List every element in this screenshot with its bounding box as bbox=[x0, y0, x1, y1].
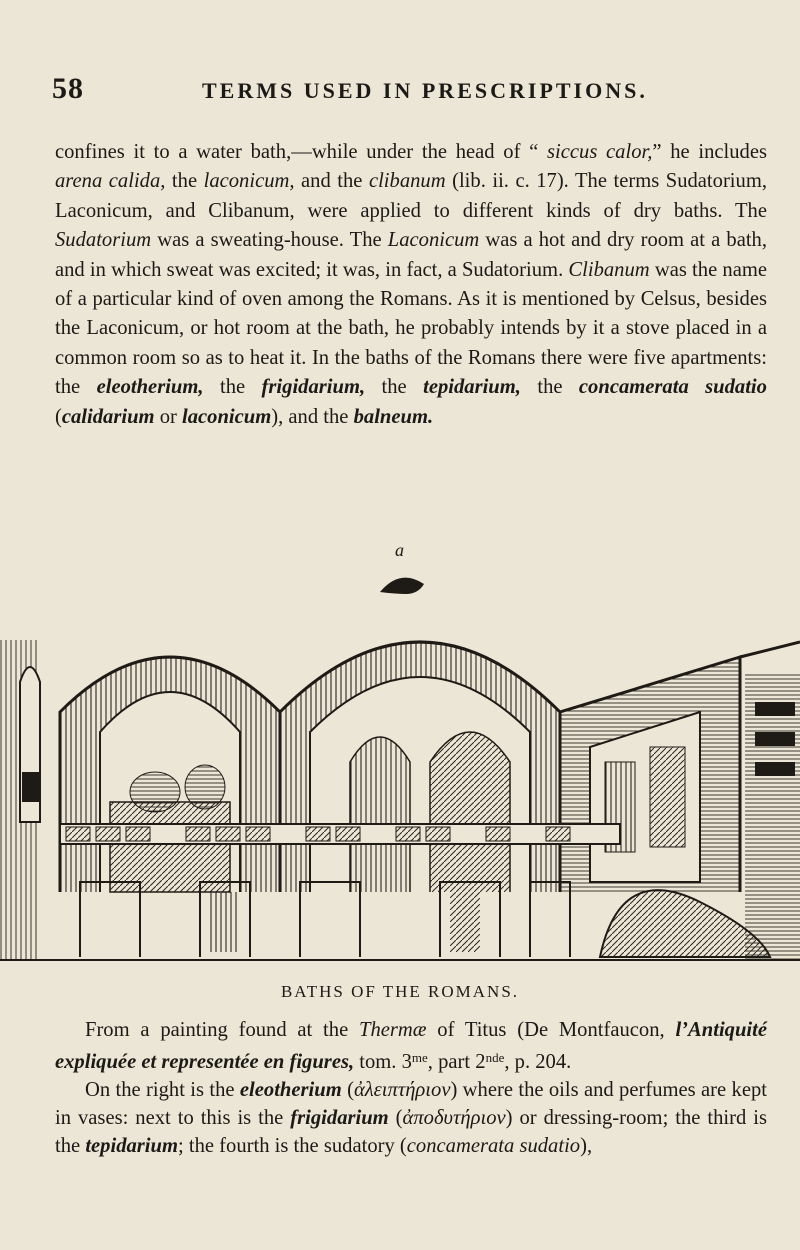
greek-term: ἀλειπτήριον bbox=[353, 1079, 451, 1101]
source-paragraph bbox=[55, 1016, 767, 1076]
text-run: or bbox=[154, 405, 182, 428]
text-run: ) where the oils and perfumes are kept in vases: next to this is the bbox=[55, 1079, 767, 1129]
greek-term: ἀποδυτήριον bbox=[402, 1107, 506, 1129]
text-run: On the right is the bbox=[85, 1079, 240, 1101]
description-paragraph bbox=[55, 1076, 767, 1160]
page-number: 58 bbox=[52, 72, 84, 105]
text-run: ( bbox=[388, 1107, 403, 1129]
italic-term: laconicum, bbox=[203, 170, 295, 193]
text-run: ” he includes bbox=[652, 141, 768, 163]
text-run: of Titus (De Montfaucon, bbox=[426, 1019, 676, 1041]
running-head bbox=[52, 72, 772, 112]
text-run: ( bbox=[55, 405, 62, 428]
emphasized-term: calidarium bbox=[61, 405, 155, 428]
term-eleotherium: eleotherium bbox=[239, 1079, 342, 1101]
text-run: and the bbox=[294, 170, 369, 193]
body-paragraph bbox=[55, 138, 767, 432]
text-run: the bbox=[520, 376, 579, 399]
figure-letter: a bbox=[395, 540, 404, 560]
text-run: ) or dressing-room; the third is the bbox=[55, 1107, 767, 1157]
emphasized-term: eleotherium, bbox=[96, 376, 204, 399]
text-run: , part 2 bbox=[427, 1051, 486, 1073]
emphasized-term: balneum. bbox=[353, 405, 434, 428]
italic-term: clibanum bbox=[368, 170, 446, 193]
italic-term: arena calida, bbox=[55, 170, 166, 193]
term-frigidarium: frigidarium bbox=[290, 1107, 389, 1129]
italic-term: siccus calor, bbox=[547, 141, 653, 163]
text-run: tom. 3 bbox=[354, 1051, 412, 1073]
text-run: the bbox=[165, 170, 204, 193]
text-run: was the name of a particular kind of oven among the Romans. As it is mentioned by Celsus, besides the Laconicum, or hot room at the bath, he probably intends by it a stove placed in a common room so as to heat it. In the baths of the Romans there were five apartments: the bbox=[55, 258, 767, 399]
emphasized-term: frigidarium, bbox=[261, 376, 366, 399]
text-run: From a painting found at the bbox=[85, 1019, 359, 1041]
running-title: TERMS USED IN PRESCRIPTIONS. bbox=[202, 78, 648, 103]
text-run: ), bbox=[580, 1135, 593, 1157]
emphasized-term: laconicum bbox=[182, 405, 272, 428]
emphasized-term: concamerata sudatio bbox=[578, 376, 767, 399]
figure-caption: BATHS OF THE ROMANS. bbox=[280, 982, 520, 1001]
emphasized-term: tepidarium, bbox=[423, 376, 521, 399]
bath-illustration bbox=[0, 562, 800, 962]
text-run-italic: Thermæ bbox=[358, 1019, 427, 1041]
text-run: ), and the bbox=[271, 405, 354, 428]
text-run: ; the fourth is the sudatory ( bbox=[178, 1135, 407, 1157]
italic-term: Clibanum bbox=[568, 258, 650, 281]
engraving-drawing bbox=[0, 562, 800, 962]
book-title: l’Antiquité expliquée et representée en figures, bbox=[55, 1019, 767, 1073]
caption-paragraphs bbox=[55, 1016, 767, 1160]
superscript: nde bbox=[485, 1050, 505, 1065]
superscript: me bbox=[411, 1050, 428, 1065]
term-concamerata: concamerata sudatio bbox=[406, 1135, 581, 1157]
chimney-ornament bbox=[380, 578, 424, 594]
text-run: (lib. ii. c. 17). The terms Sudatorium, Laconicum, and Clibanum, were applied to different kinds of dry baths. The bbox=[55, 170, 767, 222]
italic-term: Laconicum bbox=[387, 229, 480, 252]
text-run: the bbox=[203, 376, 262, 399]
text-run: was a sweating-house. The bbox=[151, 229, 388, 252]
text-run: confines it to a water bath,—while under the head of “ bbox=[55, 141, 548, 163]
text-run: the bbox=[365, 376, 424, 399]
italic-term: Sudatorium bbox=[55, 229, 152, 252]
term-tepidarium: tepidarium bbox=[85, 1135, 178, 1157]
text-run: ( bbox=[341, 1079, 354, 1101]
text-run: was a hot and dry room at a bath, and in which sweat was excited; it was, in fact, a Sudatorium. bbox=[55, 229, 767, 281]
text-run: , p. 204. bbox=[504, 1051, 572, 1073]
